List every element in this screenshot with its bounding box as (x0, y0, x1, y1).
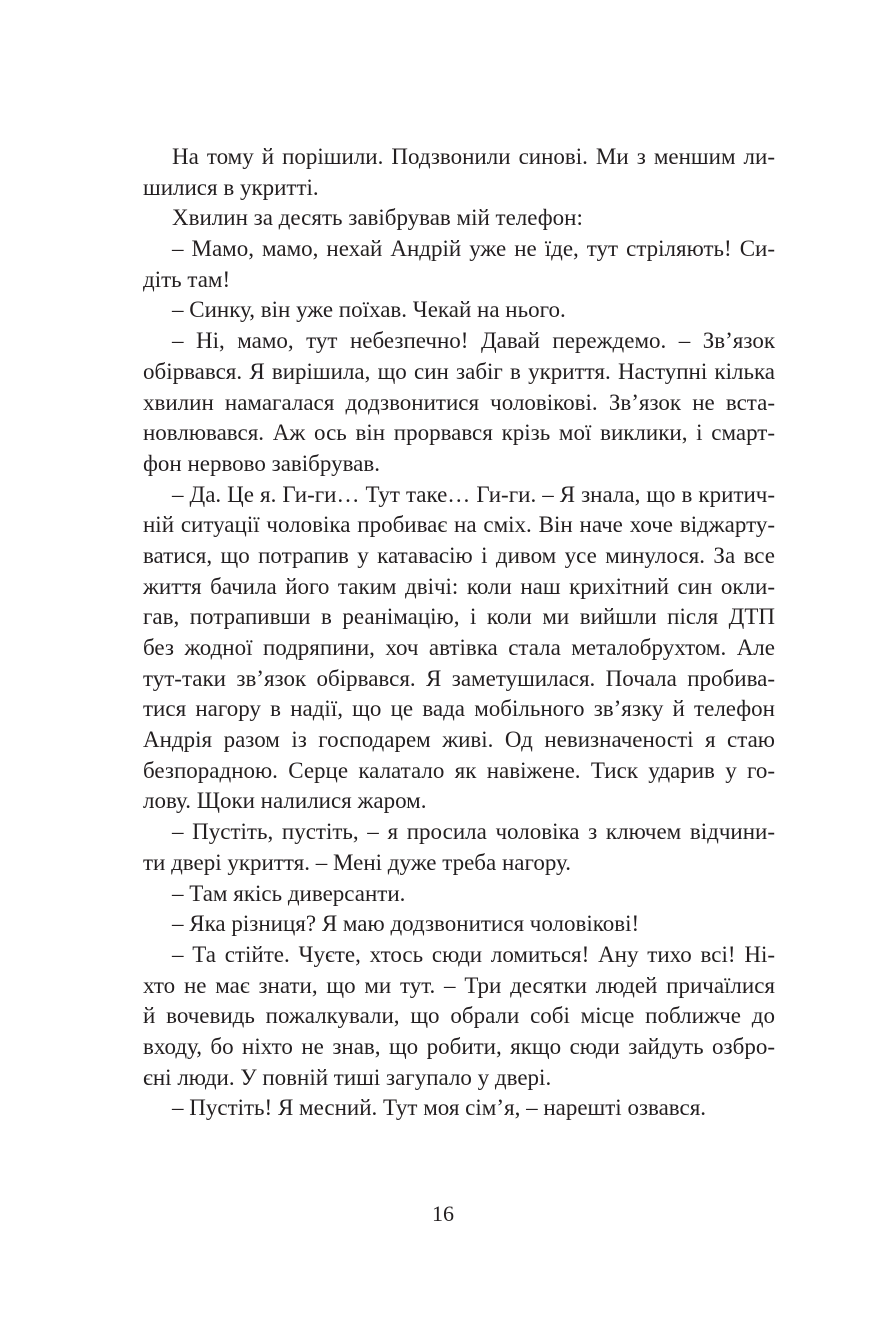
text-line: – Пустіть, пустіть, – я просила чоловіка з ключем відчини- (172, 819, 775, 845)
text-line: єні люди. У повній тиші загупало у двері. (143, 1064, 552, 1090)
text-line: без жодної подряпини, хоч автівка стала металобрухтом. Але (143, 635, 775, 660)
dialogue-paragraph (143, 1093, 775, 1124)
text-line: діть там! (143, 266, 231, 292)
dialogue-paragraph (143, 817, 775, 878)
text-line: новлювався. Аж ось він прорвався крізь мої виклики, і смарт- (143, 420, 775, 446)
dialogue-paragraph (143, 940, 775, 1093)
text-line: хвилин намагалася додзвонитися чоловікові. Зв’язок не вста- (143, 389, 775, 415)
paragraph (143, 142, 775, 203)
text-line: лову. Щоки налилися жаром. (143, 788, 427, 814)
text-line: – Ні, мамо, тут небезпечно! Давай переждемо. – Зв’язок (172, 328, 775, 354)
text-line: входу, бо ніхто не знав, що робити, якщо сюди зайдуть озбро- (143, 1033, 775, 1059)
text-line: – Да. Це я. Ги-ги… Тут таке… Ги-ги. – Я знала, що в критич- (172, 481, 775, 507)
dialogue-paragraph (143, 234, 775, 295)
dialogue-paragraph (143, 480, 775, 818)
text-line: Андрія разом із господарем живі. Од невизначеності я стаю (143, 727, 775, 753)
text-line: ній ситуації чоловіка пробиває на сміх. Він наче хоче віджарту- (143, 512, 775, 538)
text-line: – Синку, він уже поїхав. Чекай на нього. (172, 297, 566, 323)
dialogue-paragraph (143, 326, 775, 479)
text-line: безпорадною. Серце калатало як навіжене. Тиск ударив у го- (143, 757, 775, 783)
page-number: 16 (432, 1201, 454, 1226)
text-line: життя бачила його таким двічі: коли наш крихітний син окли- (143, 573, 775, 599)
body-text (143, 142, 775, 1124)
text-line: й вочевидь пожалкували, що обрали собі місце поближче до (143, 1003, 775, 1029)
text-line: обірвався. Я вирішила, що син забіг в укриття. Наступні кілька (143, 358, 775, 384)
text-line: гав, потрапивши в реанімацію, і коли ми вийшли після ДТП (143, 604, 775, 630)
text-line: тут-таки зв’язок обірвався. Я заметушилася. Почала пробива- (143, 665, 775, 691)
text-line: ватися, що потрапив у катавасію і дивом усе минулося. За все (143, 542, 775, 568)
text-line: тися нагору в надії, що це вада мобільного зв’язку й телефон (143, 696, 775, 722)
text-line: На тому й порішили. Подзвонили синові. Ми з меншим ли- (172, 144, 775, 169)
text-line: Хвилин за десять завібрував мій телефон: (172, 205, 583, 231)
text-line: шилися в укритті. (143, 174, 319, 200)
text-line: фон нервово завібрував. (143, 450, 380, 476)
text-line: ти двері укриття. – Мені дуже треба нагору. (143, 849, 571, 875)
text-line: – Там якісь диверсанти. (172, 880, 406, 906)
dialogue-paragraph (143, 295, 775, 326)
dialogue-paragraph (143, 879, 775, 910)
text-line: – Пустіть! Я месний. Тут моя сім’я, – нарешті озвався. (172, 1095, 707, 1121)
paragraph (143, 203, 775, 234)
text-line: – Та стійте. Чуєте, хтось сюди ломиться! Ану тихо всі! Ні- (172, 941, 775, 967)
text-line: – Мамо, мамо, нехай Андрій уже не їде, тут стріляють! Си- (172, 236, 775, 262)
text-line: хто не має знати, що ми тут. – Три десятки людей причаїлися (143, 972, 775, 998)
dialogue-paragraph (143, 909, 775, 940)
text-line: – Яка різниця? Я маю додзвонитися чоловікові! (172, 911, 640, 937)
